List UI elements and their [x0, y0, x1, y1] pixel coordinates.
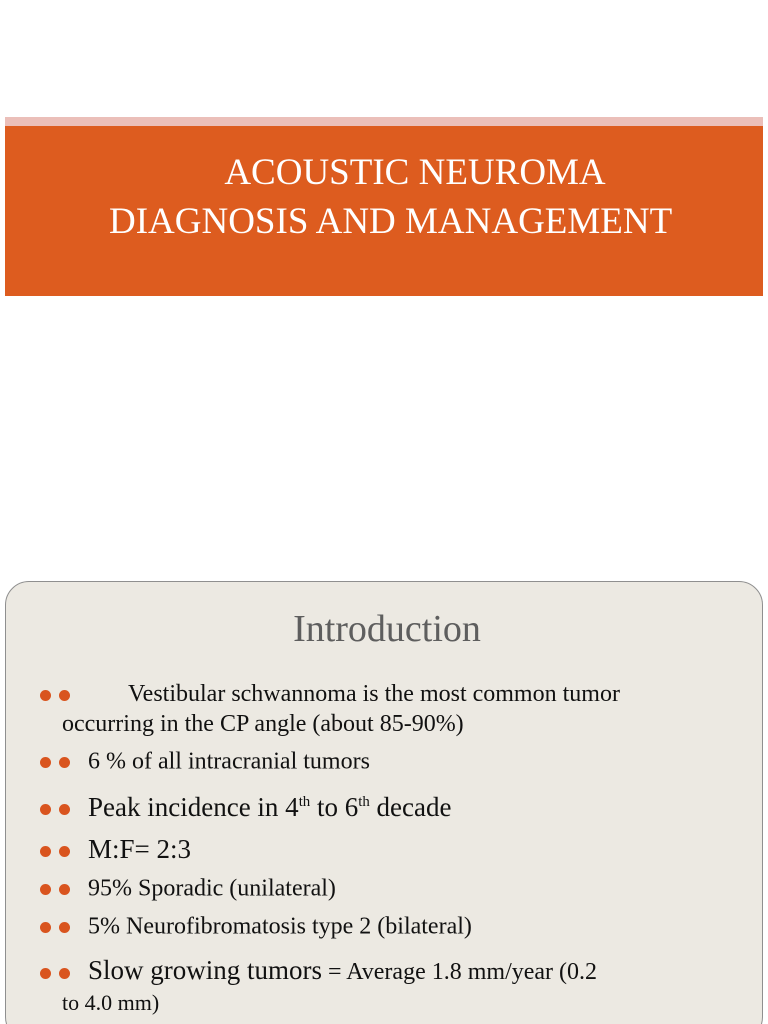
- bullet-dot-icon: [40, 884, 51, 895]
- bullet-marker: [40, 789, 78, 825]
- bullet-marker: [40, 679, 78, 709]
- bullet-text: 95% Sporadic (unilateral): [88, 875, 336, 902]
- bullet-text: Vestibular schwannoma is the most common tumor: [128, 681, 620, 708]
- title-accent-stripe: [5, 117, 763, 126]
- bullet-text: 5% Neurofibromatosis type 2 (bilateral): [88, 913, 472, 940]
- bullet-dot-icon: [59, 757, 70, 768]
- bullet-text-continued: to 4.0 mm): [62, 989, 160, 1015]
- bullet-dot-icon: [40, 757, 51, 768]
- bullet-text-continued: occurring in the CP angle (about 85-90%): [62, 711, 464, 738]
- bullet-marker: [40, 954, 78, 988]
- bullet-dot-icon: [59, 922, 70, 933]
- bullet-dot-icon: [59, 968, 70, 979]
- bullet-sporadic: [40, 871, 742, 904]
- bullet-dot-icon: [59, 884, 70, 895]
- bullet-dot-icon: [40, 690, 51, 701]
- bullet-dot-icon: [59, 846, 70, 857]
- bullet-marker: [40, 831, 78, 867]
- bullet-sex-ratio: [40, 828, 742, 867]
- bullet-text-part: = Average 1.8 mm/year (0.2: [322, 958, 598, 985]
- title-line-1: ACOUSTIC NEUROMA: [224, 152, 606, 193]
- ordinal-suffix: th: [358, 793, 370, 810]
- bullet-marker: [40, 872, 78, 904]
- bullet-dot-icon: [40, 968, 51, 979]
- bullet-text-part: to 6: [310, 791, 359, 822]
- slide-title: Introduction: [293, 608, 481, 650]
- title-band: [5, 126, 763, 296]
- bullet-vestibular-schwannoma: [40, 678, 742, 739]
- bullet-growth-rate: [40, 951, 742, 1017]
- bullet-text-part: decade: [369, 791, 452, 822]
- bullet-neurofibromatosis: [40, 909, 742, 942]
- bullet-marker: [40, 910, 78, 942]
- bullet-text: [88, 955, 597, 985]
- bullet-text: 6 % of all intracranial tumors: [88, 748, 370, 775]
- bullet-text: [88, 792, 451, 822]
- bullet-text-part: Peak incidence in 4: [88, 791, 299, 822]
- bullet-text: M:F= 2:3: [88, 833, 192, 864]
- bullet-text-part: Slow growing tumors: [88, 954, 323, 985]
- bullet-dot-icon: [59, 804, 70, 815]
- bullet-intracranial-percent: [40, 745, 742, 776]
- title-line-2: DIAGNOSIS AND MANAGEMENT: [109, 201, 673, 242]
- bullet-dot-icon: [59, 690, 70, 701]
- bullet-dot-icon: [40, 804, 51, 815]
- ordinal-suffix: th: [298, 793, 311, 810]
- bullet-dot-icon: [40, 846, 51, 857]
- bullet-marker: [40, 746, 78, 776]
- intro-slide: [5, 581, 763, 1024]
- bullet-dot-icon: [40, 922, 51, 933]
- bullet-peak-incidence: [40, 786, 742, 825]
